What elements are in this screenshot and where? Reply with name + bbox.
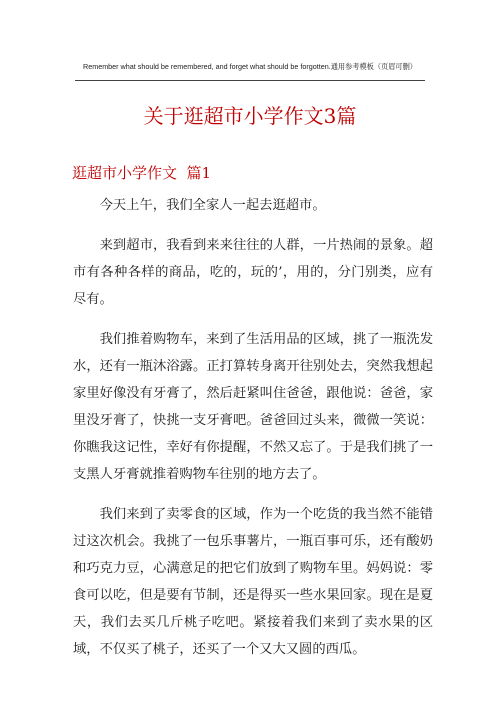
page-header-note: Remember what should be remembered, and forget what should be forgotten.通用参考模板（页眉可删）	[83, 62, 417, 71]
header-divider	[75, 80, 425, 81]
section-title: 逛超市小学作文 篇1	[72, 164, 212, 182]
document-title: 关于逛超市小学作文3篇	[143, 104, 357, 128]
article-body	[73, 192, 433, 676]
paragraph: 来到超市，我看到来来往往的人群，一片热闹的景象。超市有各种各样的商品，吃的，玩的’，用的，分门别类，应有尽有。	[73, 238, 433, 307]
paragraph: 我们来到了卖零食的区域，作为一个吃货的我当然不能错过这次机会。我挑了一包乐事薯片，一瓶百事可乐，还有酸奶和巧克力豆，心满意足的把它们放到了购物车里。妈妈说：零食可以吃，但是要有节制，还是得买一些水果回家。现在是夏天，我们去买几斤桃子吃吧。紧接着我们来到了卖水果的区域，不仅买了桃子，还买了一个又大又圆的西瓜。	[73, 507, 433, 657]
paragraph: 今天上午，我们全家人一起去逛超市。	[99, 198, 326, 213]
paragraph: 我们推着购物车，来到了生活用品的区域，挑了一瓶洗发水，还有一瓶沐浴露。正打算转身离开往别处去，突然我想起家里好像没有牙膏了，然后赶紧叫住爸爸，跟他说：爸爸，家里没牙膏了，快挑一支牙膏吧。爸爸回过头来，微微一笑说：你瞧我这记性，幸好有你提醒，不然又忘了。于是我们挑了一支黑人牙膏就推着购物车往别的地方去了。	[73, 332, 433, 482]
